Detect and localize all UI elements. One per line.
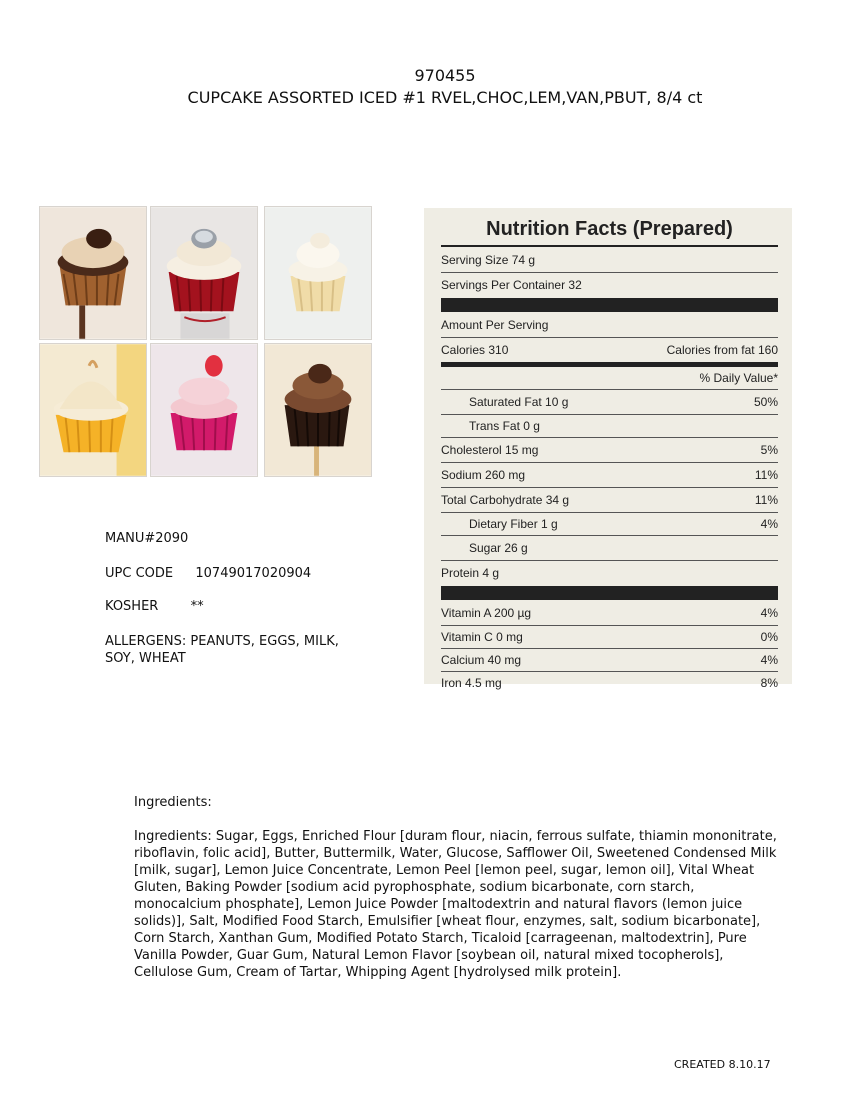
upc-value: 10749017020904 [195,566,312,581]
serving-size: Serving Size 74 g [441,245,778,272]
product-name: CUPCAKE ASSORTED ICED #1 RVEL,CHOC,LEM,VAN,PBUT, 8/4 ct [187,88,703,107]
ingredients-text: Ingredients: Sugar, Eggs, Enriched Flour [duram flour, niacin, ferrous sulfate, thiamin mononitrate, riboflavin, folic acid], Butter, Buttermilk, Water, Glucose, Safflower Oil, Sweetened Condensed Milk [milk, sugar], Lemon Juice Concentrate, Lemon Peel [lemon peel, sugar, lemon oil], Vital Wheat Gluten, Baking Powder [sodium acid pyrophosphate, sodium bicarbonate, corn starch, monocalcium phosphate], Lemon Juice Powder [maltodextrin and natural flavors (lemon juice solids)], Salt, Modified Food Starch, Emulsifier [wheat flour, enzymes, salt, sodium bicarbonate], Corn Starch, Xanthan Gum, Modified Potato Starch, Ticaloid [carrageenan, maltodextrin], Pure Vanilla Powder, Guar Gum, Natural Lemon Flavor [soybean oil, natural mixed tocopherols], Cellulose Gum, Cream of Tartar, Whipping Agent [hydrolysed milk protein]. [134,829,777,980]
kosher [105,599,204,614]
nutrition-title: Nutrition Facts (Prepared) [486,218,733,240]
red-velvet-cupcake-photo [150,206,258,340]
strawberry-cupcake-photo [150,343,258,477]
vitamin-row: Vitamin A 200 µg 4% [441,606,778,620]
nutrient-row: Sodium 260 mg 11% [441,462,778,487]
upc-label: UPC CODE [105,566,174,581]
thick-divider [441,298,778,312]
amount-per-serving: Amount Per Serving [441,318,549,332]
cupcake-photo-grid [39,206,375,478]
upc-code [105,566,311,581]
lemon-cupcake-photo [39,343,147,477]
item-number: 970455 [414,66,476,85]
vitamin-row: Vitamin C 0 mg 0% [441,625,778,648]
nutrient-row: Trans Fat 0 g [441,414,778,437]
nutrition-facts-panel [424,208,792,690]
nutrient-row: Protein 4 g [441,560,778,585]
calories-from-fat: Calories from fat 160 [666,343,778,357]
ingredients-heading: Ingredients: [134,795,212,810]
vitamin-row: Iron 4.5 mg 8% [441,671,778,694]
chocolate-cupcake-photo [264,343,372,477]
created-date: CREATED 8.10.17 [674,1058,771,1071]
nutrient-row: Saturated Fat 10 g 50% [441,389,778,414]
thick-divider [441,586,778,600]
nutrient-row: Total Carbohydrate 34 g 11% [441,487,778,512]
vanilla-cupcake-photo [264,206,372,340]
peanut-butter-cupcake-photo [39,206,147,340]
nutrient-row: Sugar 26 g [441,535,778,560]
allergens-line-1: ALLERGENS: PEANUTS, EGGS, MILK, [105,634,339,649]
kosher-value: ** [190,599,204,614]
allergens-line-2: SOY, WHEAT [105,651,186,666]
daily-value-header: % Daily Value* [699,371,778,385]
servings-per-container: Servings Per Container 32 [441,272,778,297]
calories: Calories 310 [441,343,509,357]
kosher-label: KOSHER [105,599,159,614]
calories-row [441,337,778,362]
manufacturer-number: MANU#2090 [105,531,189,546]
allergens [105,633,339,667]
vitamin-row: Calcium 40 mg 4% [441,648,778,671]
nutrient-row: Dietary Fiber 1 g 4% [441,512,778,535]
nutrient-row: Cholesterol 15 mg 5% [441,437,778,462]
